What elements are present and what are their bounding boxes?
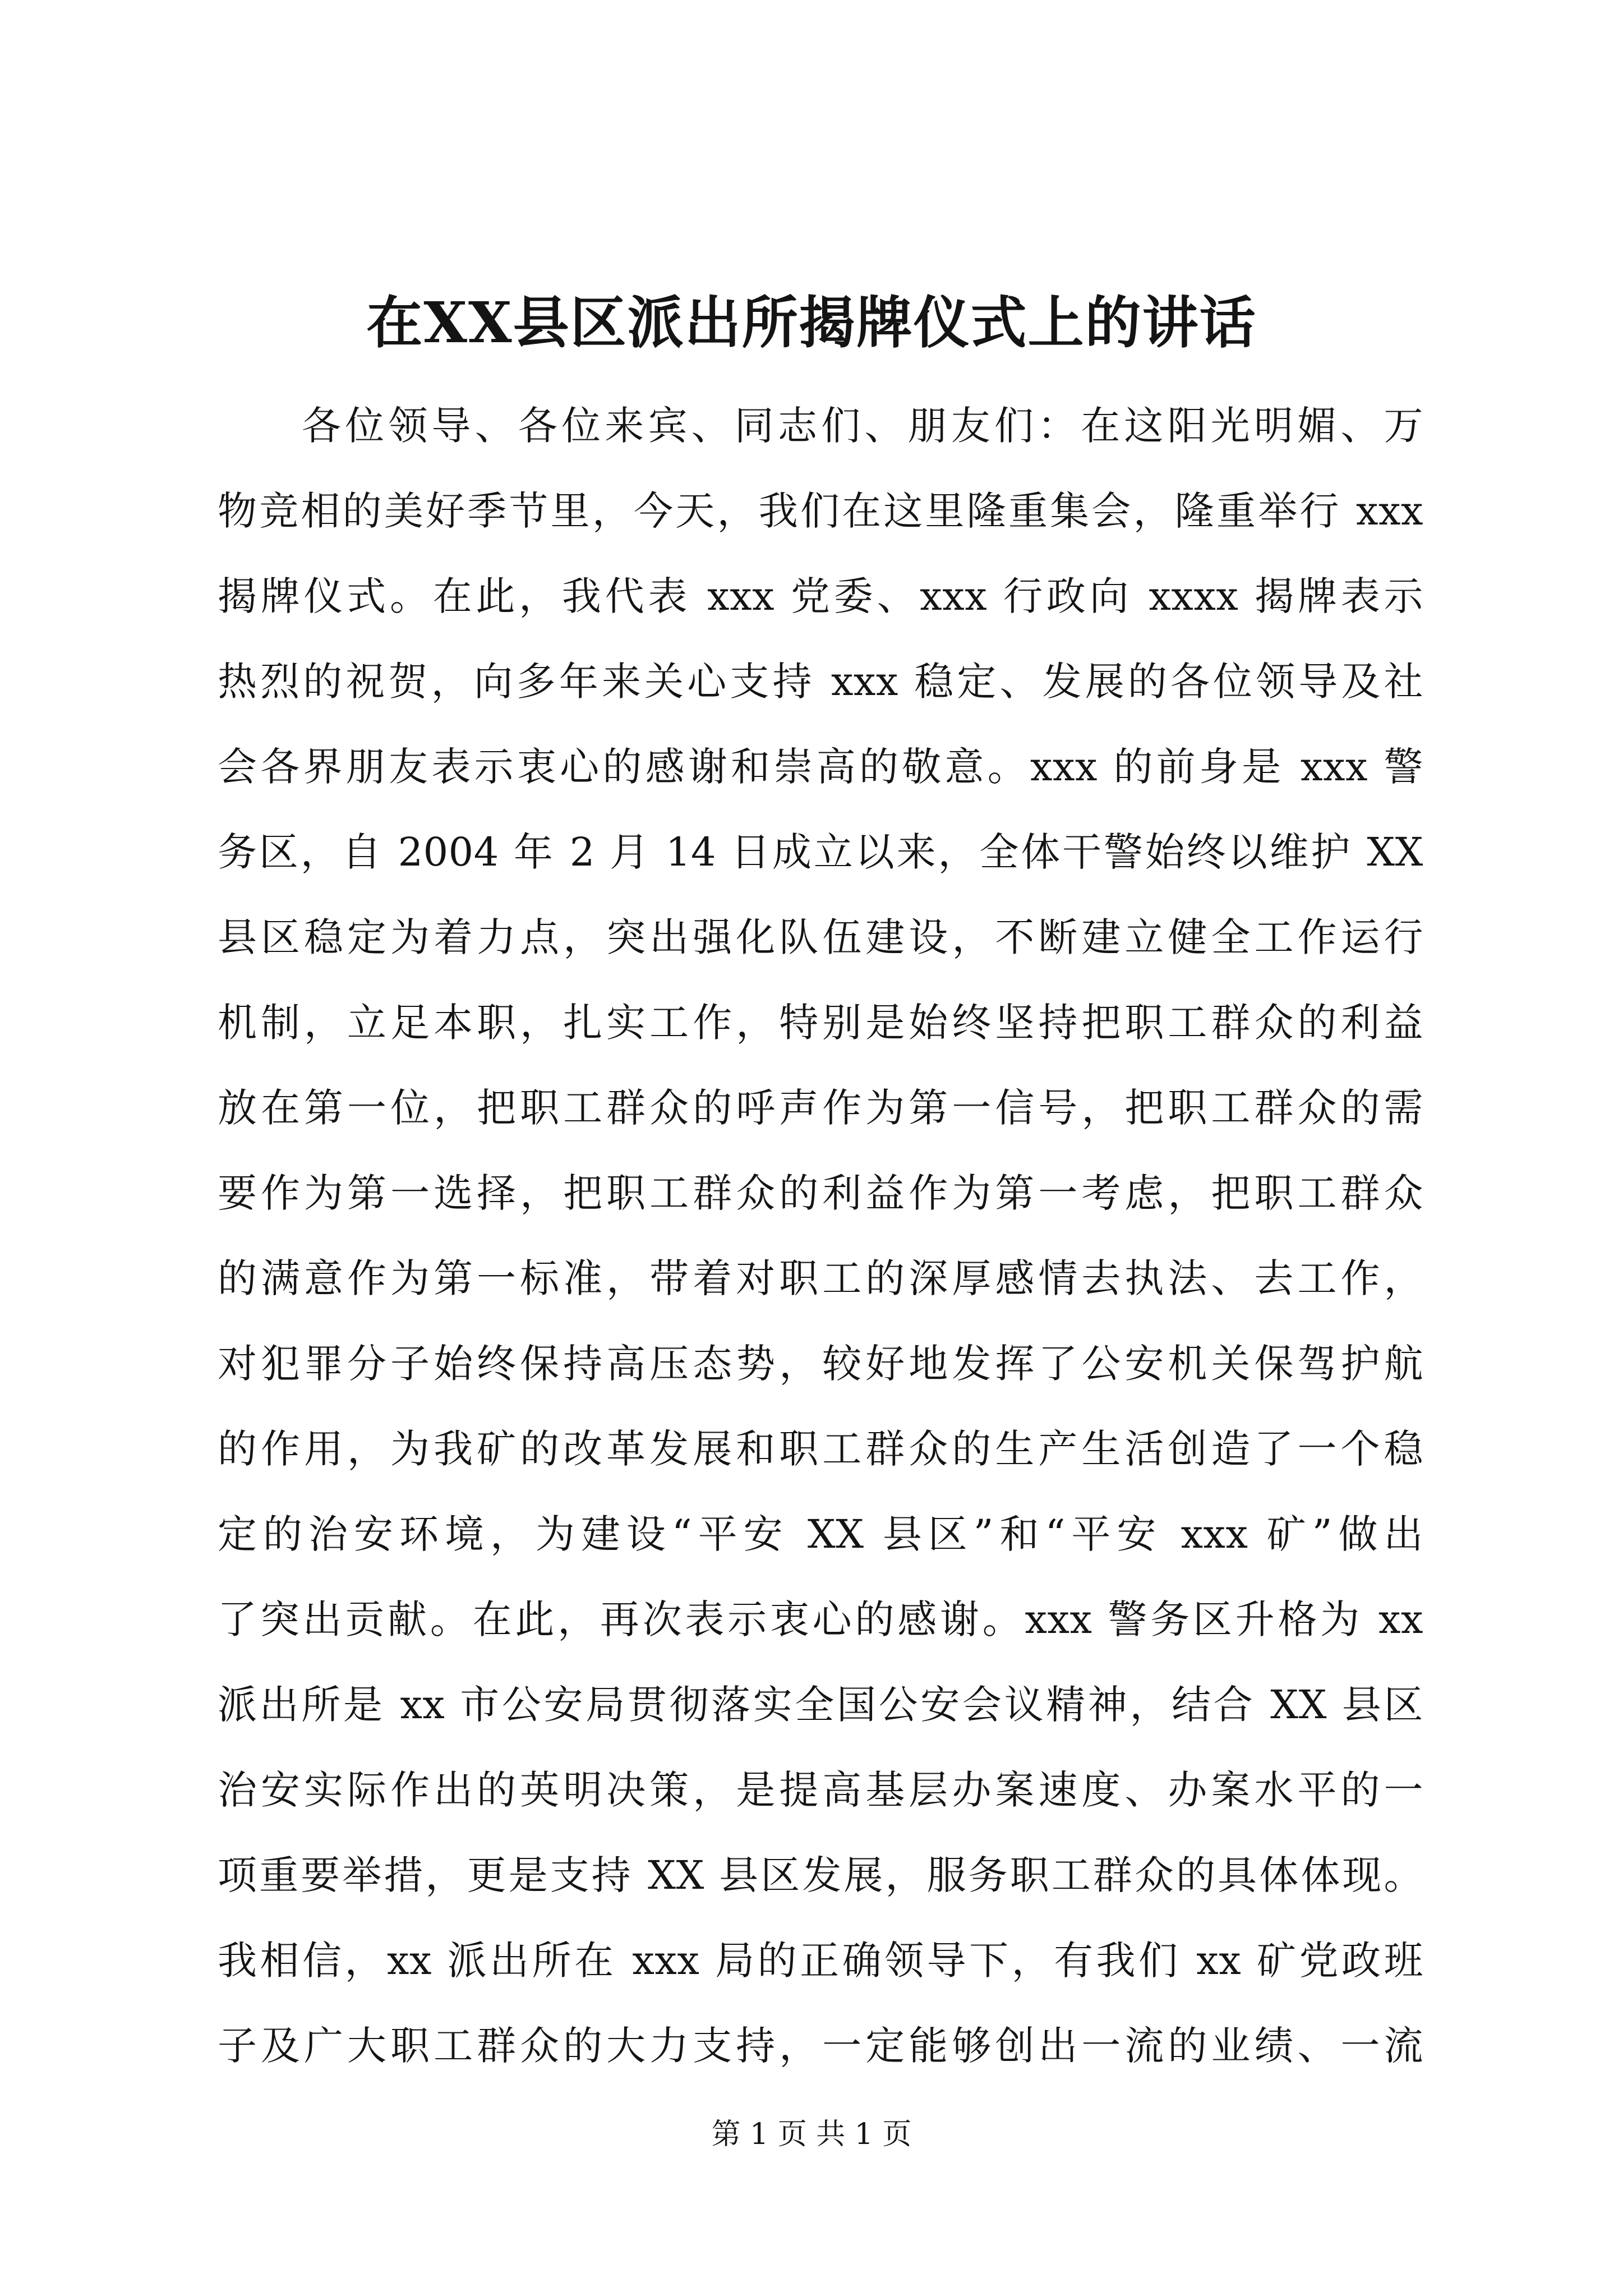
body-line: 治安实际作出的英明决策，是提高基层办案速度、办案水平的一	[218, 1767, 1423, 1813]
body-line: 定的治安环境，为建设“平安 XX 县区”和“平安 xxx 矿”做出	[218, 1511, 1423, 1557]
body-line: 各位领导、各位来宾、同志们、朋友们：在这阳光明媚、万	[302, 403, 1423, 449]
body-line: 揭牌仪式。在此，我代表 xxx 党委、xxx 行政向 xxxx 揭牌表示	[218, 573, 1423, 619]
body-line: 子及广大职工群众的大力支持，一定能够创出一流的业绩、一流	[218, 2023, 1423, 2069]
body-line: 放在第一位，把职工群众的呼声作为第一信号，把职工群众的需	[218, 1085, 1423, 1131]
body-line: 我相信，xx 派出所在 xxx 局的正确领导下，有我们 xx 矿党政班	[218, 1938, 1423, 1984]
body-line: 物竞相的美好季节里，今天，我们在这里隆重集会，隆重举行 xxx	[218, 488, 1423, 534]
body-line: 要作为第一选择，把职工群众的利益作为第一考虑，把职工群众	[218, 1170, 1423, 1216]
body-line: 项重要举措，更是支持 XX 县区发展，服务职工群众的具体体现。	[218, 1852, 1423, 1898]
body-text	[218, 383, 1423, 2088]
page-number-footer: 第 1 页 共 1 页	[711, 2118, 912, 2151]
document-title: 在XX县区派出所揭牌仪式上的讲话	[366, 289, 1257, 356]
body-line: 了突出贡献。在此，再次表示衷心的感谢。xxx 警务区升格为 xx	[218, 1596, 1423, 1642]
body-line: 热烈的祝贺，向多年来关心支持 xxx 稳定、发展的各位领导及社	[218, 659, 1423, 705]
body-line: 的作用，为我矿的改革发展和职工群众的生产生活创造了一个稳	[218, 1426, 1423, 1472]
body-line: 务区，自 2004 年 2 月 14 日成立以来，全体干警始终以维护 XX	[218, 829, 1423, 875]
body-line: 县区稳定为着力点，突出强化队伍建设，不断建立健全工作运行	[218, 914, 1423, 960]
body-line: 派出所是 xx 市公安局贯彻落实全国公安会议精神，结合 XX 县区	[218, 1682, 1423, 1728]
body-line: 的满意作为第一标准，带着对职工的深厚感情去执法、去工作，	[218, 1255, 1423, 1301]
body-line: 对犯罪分子始终保持高压态势，较好地发挥了公安机关保驾护航	[218, 1341, 1423, 1387]
body-line: 会各界朋友表示衷心的感谢和崇高的敬意。xxx 的前身是 xxx 警	[218, 744, 1423, 790]
body-line: 机制，立足本职，扎实工作，特别是始终坚持把职工群众的利益	[218, 1000, 1423, 1046]
